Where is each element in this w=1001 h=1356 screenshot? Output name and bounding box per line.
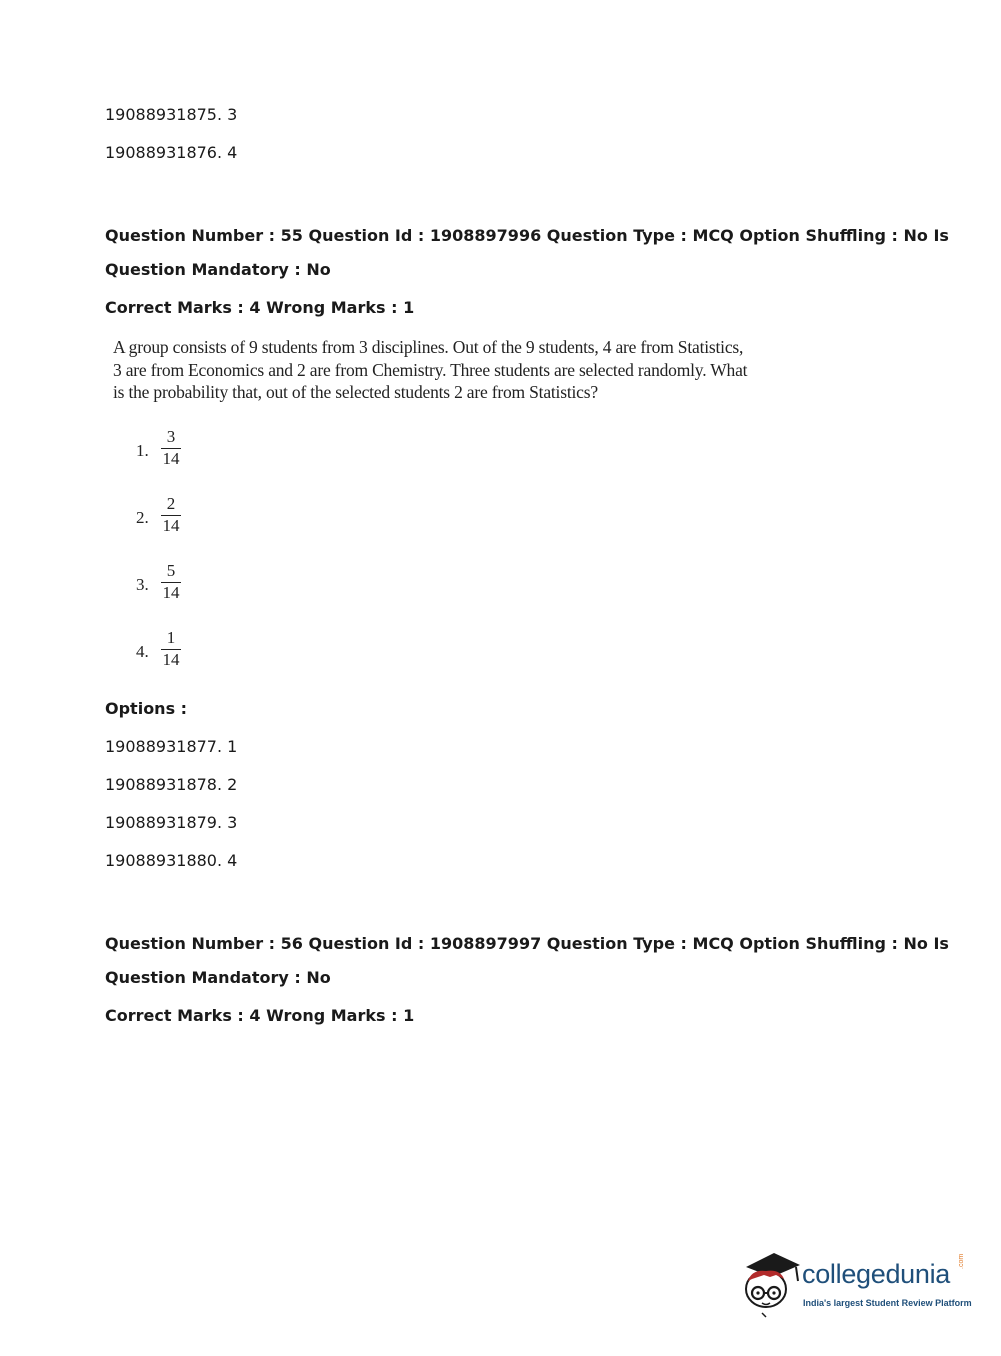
logo-com: .com	[958, 1253, 965, 1269]
fraction	[160, 629, 182, 669]
fraction-denominator: 14	[162, 583, 180, 602]
fraction-denominator: 14	[162, 449, 180, 468]
question-56-marks: Correct Marks : 4 Wrong Marks : 1	[105, 1006, 415, 1025]
fraction	[160, 428, 182, 468]
question-56-mandatory: Question Mandatory : No	[105, 968, 331, 987]
fraction-denominator: 14	[162, 516, 180, 535]
question-55-header: Question Number : 55 Question Id : 1908897996 Question Type : MCQ Option Shuffling : No Is	[105, 226, 949, 245]
logo-tagline: India's largest Student Review Platform	[803, 1298, 972, 1308]
question-text-line: 3 are from Economics and 2 are from Chemistry. Three students are selected randomly. What	[113, 359, 748, 380]
question-55-mandatory: Question Mandatory : No	[105, 260, 331, 279]
logo-wordmark: collegedunia	[802, 1259, 951, 1289]
collegedunia-logo	[740, 1247, 972, 1319]
fraction	[160, 562, 182, 602]
question-55-text	[113, 336, 753, 404]
option-line: 19088931875. 3	[105, 105, 238, 124]
fraction-denominator: 14	[162, 650, 180, 669]
choice-number: 1.	[136, 441, 149, 460]
choice-number: 4.	[136, 642, 149, 661]
option-line: 19088931879. 3	[105, 813, 238, 832]
options-label: Options :	[105, 699, 188, 718]
choice-number: 2.	[136, 508, 149, 527]
choice-number: 3.	[136, 575, 149, 594]
fraction-numerator: 2	[166, 494, 176, 513]
fraction-numerator: 5	[166, 561, 176, 580]
question-text-line: is the probability that, out of the selected students 2 are from Statistics?	[113, 382, 598, 402]
mascot-icon	[740, 1247, 804, 1319]
question-56-header: Question Number : 56 Question Id : 1908897997 Question Type : MCQ Option Shuffling : No Is	[105, 934, 949, 953]
option-line: 19088931878. 2	[105, 775, 238, 794]
question-text-line: A group consists of 9 students from 3 disciplines. Out of the 9 students, 4 are from Statistics,	[113, 337, 744, 357]
fraction	[160, 495, 182, 535]
fraction-numerator: 3	[166, 427, 176, 446]
fraction-numerator: 1	[166, 628, 176, 647]
option-line: 19088931880. 4	[105, 851, 238, 870]
option-line: 19088931876. 4	[105, 143, 238, 162]
question-55-marks: Correct Marks : 4 Wrong Marks : 1	[105, 298, 415, 317]
option-line: 19088931877. 1	[105, 737, 238, 756]
